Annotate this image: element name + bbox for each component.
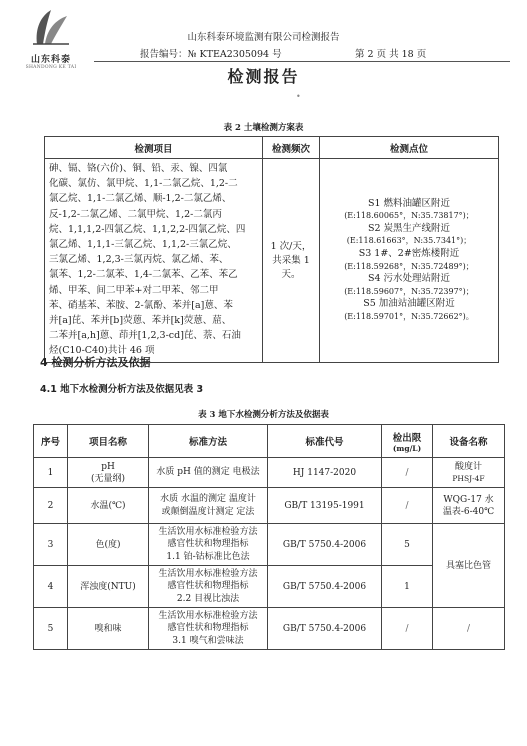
table-row: 2 水温(℃) 水质 水温的测定 温度计 或颠倒温度计测定 定法 GB/T 13195-1991 / WQG-17 水 温表-6-40℃: [34, 488, 505, 524]
header-divider: [94, 61, 510, 62]
logo-text-cn: 山东科泰: [30, 55, 71, 65]
table-row: 1 pH (无量纲) 水质 pH 值的测定 电极法 HJ 1147-2020 / 酸度计 PHSJ-4F: [34, 458, 505, 488]
header-company: 山东科泰环境监测有限公司检测报告: [187, 32, 340, 43]
point-name: S3 1#、2#密炼楼附近: [358, 247, 460, 259]
section-4-1-heading: 4.1 地下水检测分析方法及依据见表 3: [40, 384, 204, 395]
page-indicator: 第 2 页 共 18 页: [355, 49, 427, 60]
point-coord: (E:118.61663°，N:35.7341°)；: [346, 236, 472, 246]
soil-plan-table: [44, 136, 499, 363]
header-method: 标准方法: [149, 425, 268, 458]
point-coord: (E:118.59268°，N:35.72489°)；: [344, 261, 474, 271]
section-4-heading: 4 检测分析方法及依据: [40, 356, 151, 369]
logo-text-en: SHANDONG KE TAI: [25, 65, 77, 70]
point-coord: (E:118.60065°，N:35.73817°)；: [344, 211, 474, 221]
table-row: 4 浑浊度(NTU) 生活饮用水标准检验方法 感官性状和物理指标 2.2 目视比浊法 GB/T 5750.4-2006 1: [34, 566, 505, 608]
header-points: 检测点位: [320, 137, 499, 159]
point-name: S4 污水处理站附近: [367, 273, 451, 285]
table-row: [45, 159, 499, 363]
table-header-row: [34, 425, 505, 458]
point-name: S1 燃料油罐区附近: [367, 197, 451, 209]
header-device: 设备名称: [433, 425, 505, 458]
page-title: 检测报告: [227, 67, 300, 86]
point-name: S2 炭黑生产线附近: [367, 222, 451, 234]
groundwater-method-table: [33, 424, 505, 650]
header-no: 序号: [34, 425, 68, 458]
header-frequency: 检测频次: [263, 137, 320, 159]
scan-mark: •: [296, 92, 301, 101]
header-items: 检测项目: [45, 137, 263, 159]
shared-device-cell: 具塞比色管: [433, 524, 505, 608]
header-limit: 检出限 (mg/L): [382, 425, 433, 458]
table3-caption: 表 3 地下水检测分析方法及依据表: [198, 410, 329, 420]
frequency-cell: 1 次/天， 共采集 1 天。: [263, 159, 320, 363]
report-number: 报告编号：№ KTEA2305094 号: [140, 49, 282, 60]
header-item: 项目名称: [68, 425, 149, 458]
point-coord: (E:118.59701°，N:35.72662°)。: [344, 311, 474, 321]
point-coord: (E:118.59607°，N:35.72397°)；: [344, 286, 474, 296]
table-row: 5 嗅和味 生活饮用水标准检验方法 感官性状和物理指标 3.1 嗅气和尝味法 GB/T 5750.4-2006 / /: [34, 608, 505, 650]
table-row: 3 色(度) 生活饮用水标准检验方法 感官性状和物理指标 1.1 铂-钴标准比色法 GB/T 5750.4-2006 5 具塞比色管: [34, 524, 505, 566]
points-cell: [320, 159, 499, 363]
soil-items-cell: 砷、镉、铬(六价)、铜、铅、汞、镍、四氯 化碳、氯仿、氯甲烷、1,1-二氯乙烷、1,2-二 氯乙烷、1,1-二氯乙烯、顺-1,2-二氯乙烯、 反-1,2-二氯乙烯、二氯甲烷、1,2-二氯丙 烷、1,1,1,2-四氯乙烷、1,1,2,2-四氯乙烷、四 氯乙烯、1,1,1-三氯乙烷、1,1,2-三氯乙烷、 三氯乙烯、1,2,3-三氯丙烷、氯乙烯、苯、 氯苯、1,2-二氯苯、1,4-二氯苯、乙苯、苯乙 烯、甲苯、间二甲苯+对二甲苯、邻二甲 苯、硝基苯、苯胺、2-氯酚、苯并[a]蒽、苯 并[a]芘、苯并[b]荧蒽、苯并[k]荧蒽、䓛、 二苯并[a,h]蒽、茚并[1,2,3-cd]芘、萘、石油 烃(C10-C40)共计 46 项: [45, 159, 263, 363]
point-name: S5 加油站油罐区附近: [363, 298, 455, 310]
header-code: 标准代号: [268, 425, 382, 458]
table2-caption: 表 2 土壤检测方案表: [223, 123, 304, 133]
table-header-row: [45, 137, 499, 159]
